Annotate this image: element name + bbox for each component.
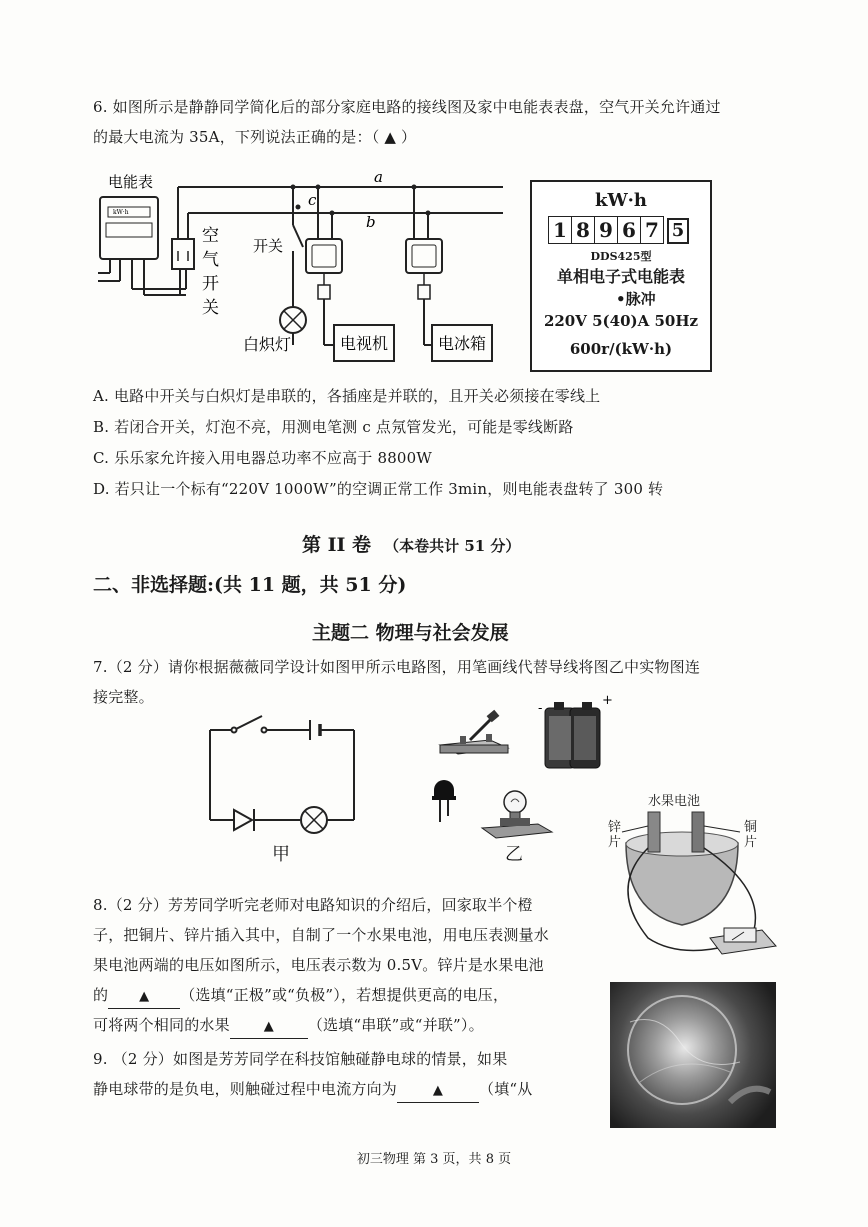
- components-diagram-yi: [430, 690, 620, 850]
- wire-b-label: b: [366, 213, 376, 231]
- q8-line2: 子，把铜片、锌片插入其中，自制了一个水果电池，用电压表测量水: [93, 926, 550, 944]
- knife-switch-icon: [440, 710, 508, 754]
- q8-line5-end: （选填“串联”或“并联”）。: [307, 1016, 484, 1034]
- fruit-battery-title: 水果电池: [648, 794, 701, 809]
- digit: 6: [618, 216, 641, 244]
- wire-a-label: a: [374, 168, 383, 186]
- digit: 1: [548, 216, 572, 244]
- q9-line2-end: （填“从: [479, 1080, 533, 1098]
- q9-line2: [93, 1078, 533, 1103]
- answer-blank-pole[interactable]: ▲: [108, 986, 180, 1009]
- fridge-label: 电冰箱: [438, 334, 487, 353]
- panel-unit: kW·h: [594, 190, 648, 211]
- q8-line3: 果电池两端的电压如图所示，电压表示数为 0.5V。锌片是水果电池: [93, 956, 544, 974]
- static-ball-photo: [610, 982, 776, 1128]
- q6-option-d: D. 若只让一个标有“220V 1000W”的空调正常工作 3min，则电能表盘转了 300 转: [93, 480, 664, 498]
- section-title: [302, 530, 520, 557]
- copper-char-2: 片: [744, 835, 758, 850]
- copper-plate-icon: [692, 812, 704, 852]
- digit: 7: [641, 216, 664, 244]
- breaker-label-4: 关: [202, 298, 219, 318]
- q8-line5: [93, 1014, 484, 1039]
- energy-meter-panel: [530, 180, 712, 372]
- battery-pack-icon: [545, 702, 600, 768]
- meter-mini-unit: kW·h: [113, 209, 129, 216]
- q9-line2-start: 静电球带的是负电，则触碰过程中电流方向为: [93, 1080, 398, 1098]
- led-icon: [432, 780, 456, 822]
- digit: 8: [572, 216, 595, 244]
- voltmeter-icon: [710, 928, 776, 954]
- panel-pulse: •脉冲: [616, 290, 656, 308]
- q7-line1: 7.（2 分）请你根据薇薇同学设计如图甲所示电路图，用笔画线代替导线将图乙中实物图连: [93, 658, 701, 676]
- meter-digits: [548, 216, 689, 244]
- zinc-char-1: 锌: [608, 820, 622, 835]
- label-yi: 乙: [505, 844, 523, 865]
- switch-label: 开关: [253, 237, 284, 255]
- tv-label: 电视机: [340, 334, 389, 353]
- battery-minus: -: [538, 701, 543, 716]
- breaker-label-3: 开: [202, 274, 219, 294]
- q8-line4-start: 的: [93, 986, 109, 1004]
- q8-line5-start: 可将两个相同的水果: [93, 1016, 230, 1034]
- digit: 9: [595, 216, 618, 244]
- lamp-label: 白炽灯: [243, 335, 292, 354]
- zinc-char-2: 片: [608, 835, 622, 850]
- q7-line2: 接完整。: [93, 688, 154, 706]
- household-circuit-diagram: [88, 165, 528, 375]
- meter-title: 电能表: [108, 173, 154, 191]
- theme-heading: 主题二 物理与社会发展: [312, 622, 509, 644]
- battery-plus: +: [602, 693, 613, 708]
- digit-decimal: 5: [667, 218, 689, 244]
- answer-blank-current[interactable]: ▲: [397, 1080, 479, 1103]
- light-bulb-icon: [482, 791, 552, 838]
- q8-line1: 8.（2 分）芳芳同学听完老师对电路知识的介绍后，回家取半个橙: [93, 896, 533, 914]
- q8-line4-end: （选填“正极”或“负极”），若想提供更高的电压，: [180, 986, 509, 1004]
- label-jia: 甲: [272, 844, 290, 865]
- volume-subtitle: （本卷共计 51 分）: [384, 537, 521, 555]
- q9-line1: 9. （2 分）如图是芳芳同学在科技馆触碰静电球的情景，如果: [93, 1050, 508, 1068]
- page-footer: 初三物理 第 3 页，共 8 页: [356, 1152, 512, 1167]
- zinc-plate-icon: [648, 812, 660, 852]
- fruit-battery-figure: [602, 788, 782, 968]
- q6-line2: 的最大电流为 35A，下列说法正确的是：（ ▲ ）: [93, 128, 417, 146]
- panel-rate: 600r/(kW·h): [569, 340, 673, 358]
- q6-option-c: C. 乐乐家允许接入用电器总功率不应高于 8800W: [93, 449, 433, 467]
- panel-model: DDS425型: [590, 250, 652, 263]
- part-two-heading: 二、非选择题:(共 11 题，共 51 分): [93, 574, 407, 596]
- breaker-label-2: 气: [202, 250, 219, 270]
- volume-title: 第 II 卷: [302, 534, 372, 556]
- q6-line1: 6. 如图所示是静静同学简化后的部分家庭电路的接线图及家中电能表表盘，空气开关允许通过: [93, 98, 721, 116]
- wire-c-label: c: [308, 191, 317, 209]
- copper-char-1: 铜: [744, 820, 758, 835]
- q8-line4: [93, 984, 508, 1009]
- panel-spec: 220V 5(40)A 50Hz: [543, 312, 699, 330]
- panel-name: 单相电子式电能表: [556, 267, 685, 286]
- answer-blank-connection[interactable]: ▲: [230, 1016, 308, 1039]
- q6-option-a: A. 电路中开关与白炽灯是串联的，各插座是并联的，且开关必须接在零线上: [93, 387, 601, 405]
- breaker-label-1: 空: [202, 226, 219, 246]
- q6-option-b: B. 若闭合开关，灯泡不亮，用测电笔测 c 点氖管发光，可能是零线断路: [93, 418, 574, 436]
